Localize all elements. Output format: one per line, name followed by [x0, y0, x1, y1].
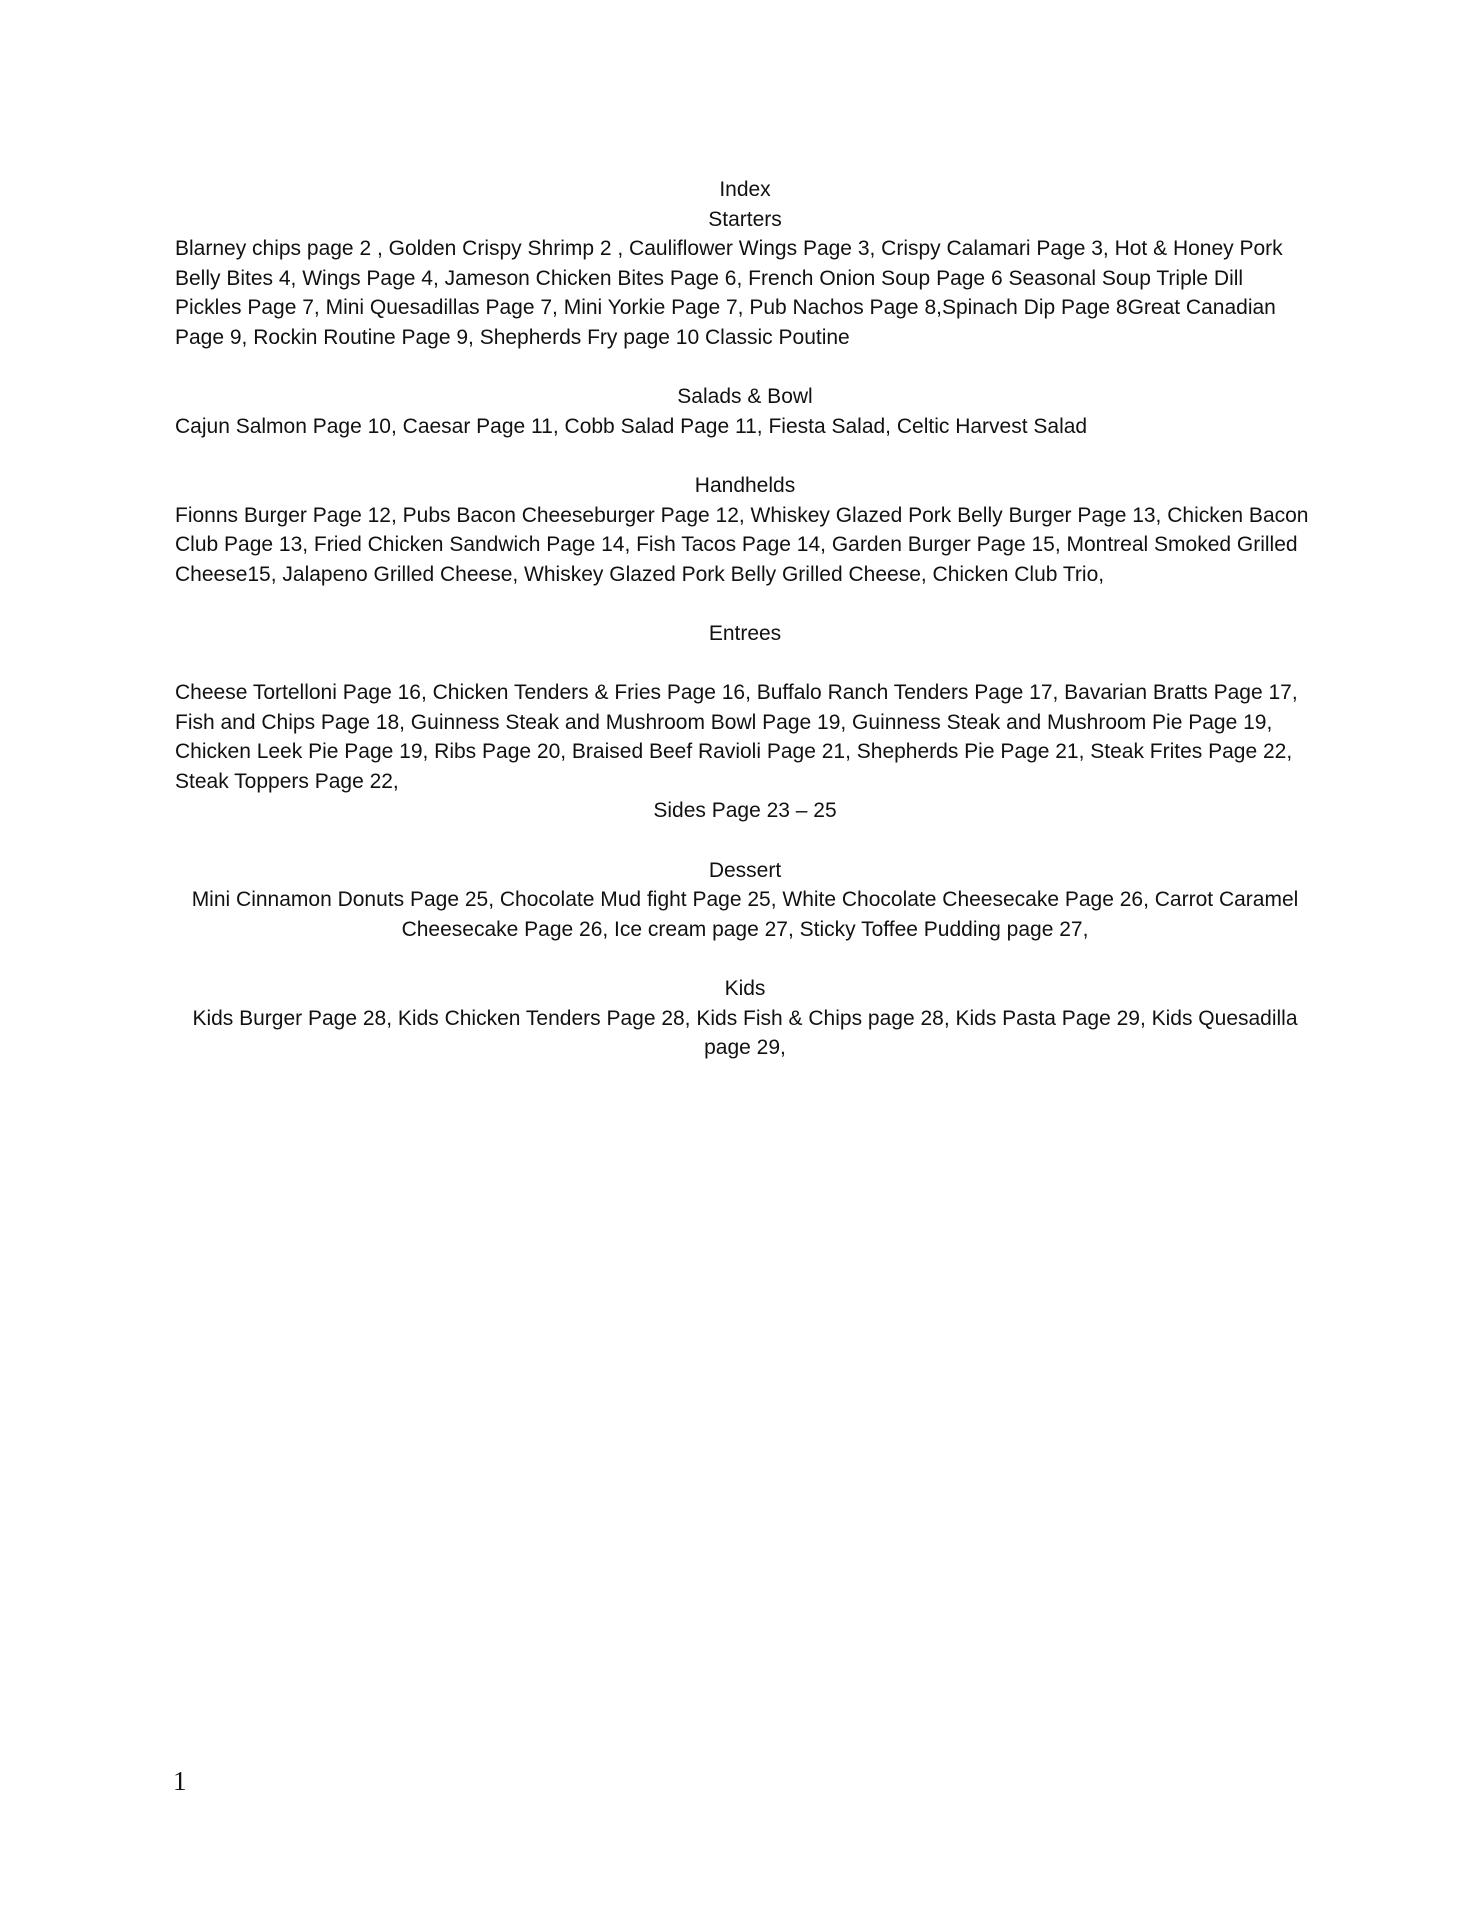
- salads-heading: Salads & Bowl: [677, 385, 813, 409]
- page-number: 1: [173, 1766, 187, 1796]
- spacer: [175, 441, 1315, 471]
- starters-heading: Starters: [708, 207, 782, 231]
- index-content: [175, 175, 1315, 1063]
- kids-list: Kids Burger Page 28, Kids Chicken Tenders Page 28, Kids Fish & Chips page 28, Kids Pasta Page 29, Kids Quesadilla page 29,: [192, 1006, 1298, 1060]
- handhelds-list: Fionns Burger Page 12, Pubs Bacon Cheeseburger Page 12, Whiskey Glazed Pork Belly Burger Page 13, Chicken Bacon Club Page 13, Fried Chicken Sandwich Page 14, Fish Tacos Page 14, Garden Burger Page 15, Montreal Smoked Grilled Cheese15, Jalapeno Grilled Cheese, Whiskey Glazed Pork Belly Grilled Cheese, Chicken Club Trio,: [175, 503, 1309, 586]
- entrees-heading: Entrees: [708, 621, 782, 645]
- kids-heading: Kids: [724, 977, 766, 1001]
- spacer: [175, 826, 1315, 856]
- spacer: [175, 589, 1315, 619]
- dessert-list: Mini Cinnamon Donuts Page 25, Chocolate Mud fight Page 25, White Chocolate Cheesecake Page 26, Carrot Caramel Cheesecake Page 26, Ice cream page 27, Sticky Toffee Pudding page 27,: [191, 888, 1299, 941]
- index-title: Index: [719, 178, 771, 201]
- spacer: [175, 649, 1315, 679]
- spacer: [175, 353, 1315, 383]
- handhelds-heading: Handhelds: [694, 473, 796, 497]
- spacer: [175, 944, 1315, 974]
- starters-list: Blarney chips page 2 , Golden Crispy Shrimp 2 , Cauliflower Wings Page 3, Crispy Calamari Page 3, Hot & Honey Pork Belly Bites 4, Wings Page 4, Jameson Chicken Bites Page 6, French Onion Soup Page 6 Seasonal Soup Triple Dill Pickles Page 7, Mini Quesadillas Page 7, Mini Yorkie Page 7, Pub Nachos Page 8,Spinach Dip Page 8Great Canadian Page 9, Rockin Routine Page 9, Shepherds Fry page 10 Classic Poutine: [175, 237, 1283, 349]
- salads-list: Cajun Salmon Page 10, Caesar Page 11, Cobb Salad Page 11, Fiesta Salad, Celtic Harvest Salad: [175, 414, 1088, 438]
- sides-heading: Sides Page 23 – 25: [653, 799, 837, 823]
- dessert-heading: Dessert: [708, 858, 782, 882]
- entrees-list: Cheese Tortelloni Page 16, Chicken Tenders & Fries Page 16, Buffalo Ranch Tenders Page 17, Bavarian Bratts Page 17, Fish and Chips Page 18, Guinness Steak and Mushroom Bowl Page 19, Guinness Steak and Mushroom Pie Page 19, Chicken Leek Pie Page 19, Ribs Page 20, Braised Beef Ravioli Page 21, Shepherds Pie Page 21, Steak Frites Page 22, Steak Toppers Page 22,: [175, 681, 1298, 793]
